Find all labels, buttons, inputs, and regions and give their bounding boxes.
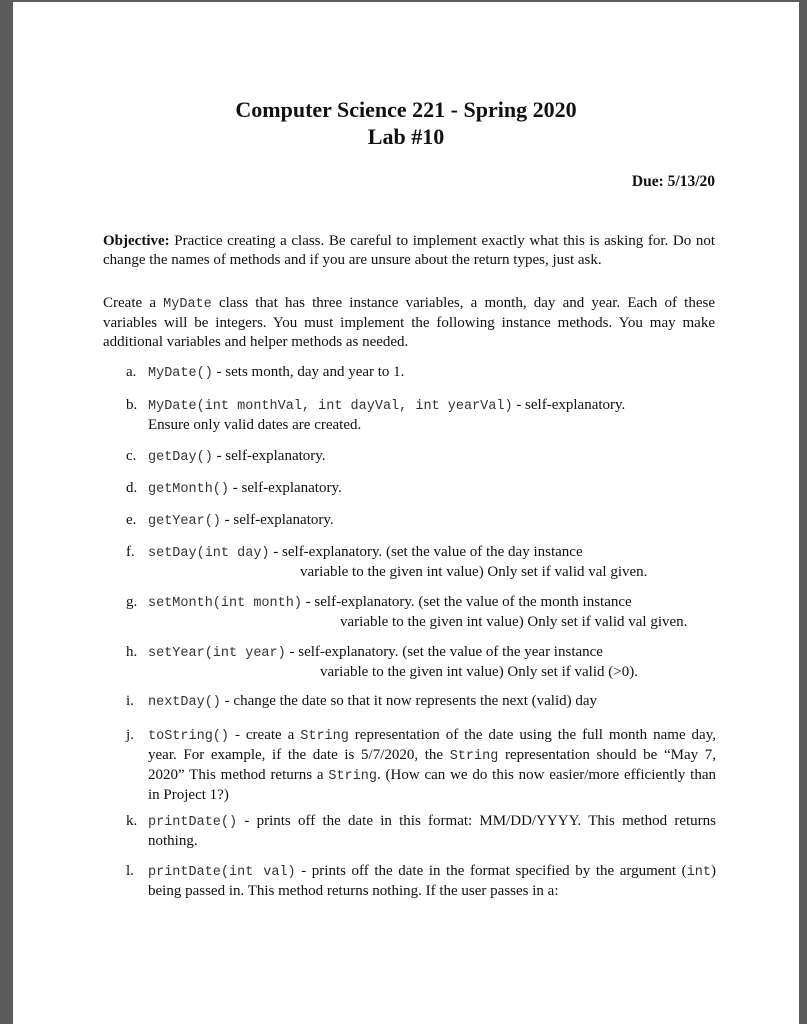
objective-paragraph: [103, 232, 715, 270]
item-code: getMonth(): [148, 482, 230, 497]
item-code: int: [686, 865, 711, 880]
item-code: printDate(int val): [148, 865, 296, 880]
item-code: String: [328, 769, 377, 784]
item-text: - change the date so that it now represents the next (valid) day: [220, 693, 598, 709]
item-code: String: [300, 729, 349, 744]
item-code: String: [449, 749, 499, 764]
item-label: b.: [126, 397, 138, 413]
item-text: representation of the date using the full month name day, year. For example, if the date is 5/7/2020, the: [148, 727, 716, 763]
item-label: h.: [126, 644, 138, 660]
item-text: - self-explanatory.: [212, 448, 326, 464]
intro-text-1: Create a: [103, 295, 164, 311]
title-lab: Lab #10: [367, 124, 445, 149]
item-label: g.: [126, 594, 138, 610]
page-title: [13, 96, 799, 150]
objective-label: Objective:: [103, 233, 170, 249]
item-code: MyDate(): [148, 366, 213, 381]
item-text: ) being passed in. This method returns nothing. If the user passes in a:: [148, 863, 716, 899]
item-text-continued: variable to the given int value) Only set if valid val given.: [300, 564, 648, 580]
item-code: printDate(): [148, 815, 238, 830]
item-label: f.: [126, 544, 135, 560]
item-text-continued: Ensure only valid dates are created.: [148, 417, 362, 433]
item-text: - sets month, day and year to 1.: [212, 364, 405, 380]
item-text: - self-explanatory.: [229, 480, 342, 496]
item-text: - prints off the date in the format specified by the argument (: [295, 863, 687, 879]
item-code: setMonth(int month): [148, 596, 302, 611]
intro-class-name: MyDate: [163, 297, 212, 312]
item-label: k.: [126, 813, 138, 829]
item-code: getYear(): [148, 514, 221, 529]
item-text: - self-explanatory.: [512, 397, 626, 413]
item-text-continued: variable to the given int value) Only set if valid val given.: [340, 614, 688, 630]
item-text: - self-explanatory. (set the value of the month instance: [301, 594, 632, 610]
item-code: nextDay(): [148, 695, 221, 710]
title-course: Computer Science 221 - Spring 2020: [235, 97, 577, 122]
due-date: Due: 5/13/20: [631, 173, 715, 190]
item-code: setYear(int year): [148, 646, 286, 661]
item-code: MyDate(int monthVal, int dayVal, int yearVal): [148, 399, 513, 414]
item-text: - self-explanatory. (set the value of the year instance: [285, 644, 603, 660]
objective-text: Practice creating a class. Be careful to implement exactly what this is asking for. Do not change the names of methods and if you are unsure about the return types, just ask.: [103, 233, 715, 268]
item-label: c.: [126, 448, 137, 464]
item-code: getDay(): [148, 450, 213, 465]
item-label: l.: [126, 863, 134, 879]
item-text: - prints off the date in this format: MM/DD/YYYY. This method returns nothing.: [148, 813, 716, 849]
item-text: representation should be “May 7, 2020” This method returns a: [148, 747, 716, 783]
item-text: - self-explanatory. (set the value of the day instance: [269, 544, 583, 560]
item-text: - self-explanatory.: [220, 512, 334, 528]
item-label: i.: [126, 693, 134, 709]
item-text-continued: variable to the given int value) Only set if valid (>0).: [320, 664, 638, 680]
item-text: - create a: [229, 727, 301, 743]
intro-text-2: class that has three instance variables, a month, day and year. Each of these variables will be integers. You must implement the following instance methods. You may make additional variables and helper methods as needed.: [103, 295, 715, 350]
document-page: [13, 2, 799, 1024]
item-code: toString(): [148, 729, 230, 744]
item-label: j.: [126, 727, 134, 743]
item-text: . (How can we do this now easier/more efficiently than in Project 1?): [148, 767, 716, 803]
item-code: setDay(int day): [148, 546, 270, 561]
item-label: d.: [126, 480, 138, 496]
item-label: a.: [126, 364, 137, 380]
item-label: e.: [126, 512, 137, 528]
intro-paragraph: [103, 294, 715, 352]
